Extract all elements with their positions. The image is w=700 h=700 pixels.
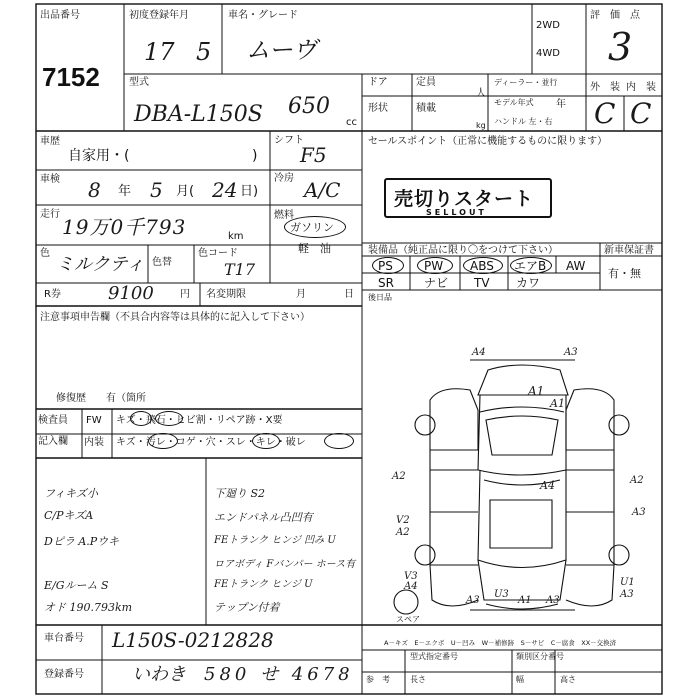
fw-chip-circle	[155, 411, 183, 426]
name-change-month: 月	[296, 289, 306, 300]
inspection-label: 車検	[40, 174, 60, 185]
mark-u3-rear: U3	[494, 589, 509, 600]
plate-value: 580 せ 4678	[204, 664, 354, 685]
int-tear-circle	[324, 433, 354, 449]
inspection-year: 8	[88, 178, 101, 202]
interior-value: C	[630, 97, 652, 130]
spare-label: スペア	[396, 615, 420, 624]
type-plate-label: 型式指定番号	[410, 652, 458, 661]
note-right-4: ロアボディ Fバンパー ホース有	[214, 559, 356, 570]
plate-area: いわき	[132, 664, 186, 685]
note-left-4: E/Gルーム S	[44, 579, 109, 592]
mark-a2-left-rear: A2	[396, 527, 410, 538]
note-left-1: フィキズ小	[44, 487, 98, 500]
fw-label: FW	[86, 415, 102, 426]
load-label: 積載	[416, 103, 436, 114]
mark-a1-rear: A1	[518, 595, 532, 606]
doors-label: ドア	[368, 77, 388, 88]
note-right-1: 下廻り S2	[214, 487, 266, 500]
ac-label: 冷房	[274, 173, 294, 184]
equipment-label: 装備品（純正品に限り〇をつけて下さい）	[368, 245, 558, 256]
stamp-subtext: SELLOUT	[426, 208, 487, 217]
fw-items: キズ・飛石・ヒビ割・リペア跡・X要	[116, 415, 283, 426]
drive-4wd: 4WD	[536, 48, 560, 59]
equip-ps: PS	[378, 259, 393, 273]
interior-items-label: 内装	[84, 437, 104, 448]
post-item-label: 後日品	[368, 293, 392, 302]
chassis-label: 車台番号	[44, 633, 84, 644]
color-change-label: 色替	[152, 257, 172, 268]
equip-aw: AW	[566, 259, 586, 273]
equip-pw: PW	[424, 259, 444, 273]
name-grade-label: 車名・グレード	[228, 10, 298, 21]
dealer-label: ディーラー・並行	[494, 78, 558, 87]
grade-label: 評 価 点	[590, 10, 640, 21]
model-type-label: 型式	[129, 77, 149, 88]
fuel-label: 燃料	[274, 210, 294, 221]
equip-tv: TV	[474, 276, 490, 290]
repair-history-label: 修復歴 有（箇所	[56, 393, 146, 404]
length-label: 長さ	[410, 675, 426, 684]
ps-circle	[372, 257, 404, 274]
mark-a4-front-left: A4	[472, 347, 486, 358]
note-right-3: FEトランク ヒンジ 凹み U	[214, 535, 336, 546]
mark-a3-right-rear: A3	[620, 589, 634, 600]
first-registration-label: 初度登録年月	[129, 10, 189, 21]
drive-2wd: 2WD	[536, 20, 560, 31]
inspection-year-unit: 年	[118, 184, 132, 199]
mark-a2-left-door: A2	[392, 471, 406, 482]
category-label: 類別区分番号	[516, 652, 564, 661]
color-value: ミルクティ	[56, 254, 145, 275]
history-value: 自家用・(	[68, 148, 130, 164]
interior-items: キズ・汚レ・コゲ・穴・スレ・キレ・破レ	[116, 437, 306, 448]
airbag-circle	[510, 257, 552, 274]
note-right-6: テップン付着	[214, 601, 280, 614]
damage-legend: A－キズ E－エクボ U－凹み W－補修跡 S－サビ C－腐食 XX－交換済	[384, 639, 617, 647]
lot-number-label: 出品番号	[40, 10, 80, 21]
equip-airbag: エアB	[514, 259, 547, 273]
shape-label: 形状	[368, 103, 388, 114]
mileage-label: 走行	[40, 209, 60, 220]
mark-a1-fender: A1	[550, 397, 565, 410]
color-code: T17	[224, 260, 256, 279]
history-label: 車歴	[40, 136, 60, 147]
mark-v3-rear: V3	[404, 571, 418, 582]
mark-a2-right: A2	[630, 475, 644, 486]
mark-a1-bonnet: A1	[528, 384, 545, 398]
note-left-5: オド 190.793km	[44, 601, 133, 614]
chassis-value: L150S-0212828	[112, 628, 274, 652]
sales-point-label: セールスポイント（正常に機能するものに限ります）	[368, 136, 608, 147]
new-warranty-label: 新車保証書	[604, 245, 654, 256]
equip-navi: ナビ	[424, 276, 449, 290]
grade-value: 3	[608, 25, 633, 69]
color-label: 色	[40, 248, 50, 259]
handle-label: ハンドル 左・右	[494, 117, 553, 126]
exterior-value: C	[594, 97, 616, 130]
inspector-label-2: 記入欄	[38, 436, 68, 447]
note-right-5: FEトランク ヒンジ U	[214, 579, 313, 590]
fuel-gasoline: ガソリン	[290, 221, 334, 234]
mark-a3-rear-left: A3	[466, 595, 480, 606]
equip-sr: SR	[378, 276, 394, 290]
note-left-2: C/PキズA	[44, 509, 94, 522]
name-change-label: 名変期限	[206, 289, 246, 300]
equip-abs: ABS	[470, 259, 494, 273]
plate-label: 登録番号	[44, 669, 84, 680]
inspector-label-1: 検査員	[38, 415, 68, 426]
note-right-2: エンドパネル凸凹有	[214, 511, 313, 524]
km-unit: km	[228, 231, 244, 242]
history-close: )	[252, 148, 258, 164]
warranty-value: 有・無	[608, 267, 641, 280]
exterior-label: 外 装	[590, 82, 620, 93]
reference-label: 参 考	[366, 675, 390, 684]
height-label: 高さ	[560, 675, 576, 684]
model-name: ムーヴ	[246, 36, 317, 64]
recycle-label: R券	[44, 289, 61, 300]
person-unit: 人	[476, 88, 486, 99]
fuel-diesel: 軽 油	[298, 242, 331, 255]
inspection-month: 5	[150, 178, 163, 202]
shift-label: シフト	[274, 135, 304, 146]
int-wear-circle	[252, 433, 280, 449]
mark-a3-rear-right: A3	[546, 595, 560, 606]
int-dirt-circle	[148, 433, 178, 449]
inspection-month-unit: 月(	[176, 184, 195, 199]
mileage-value: 19万0千793	[62, 215, 187, 239]
mark-a4-rear: A4	[404, 581, 418, 592]
shift-value: F5	[300, 143, 327, 167]
inspection-day-unit: 日)	[240, 184, 259, 199]
abs-circle	[463, 257, 503, 274]
notes-label: 注意事項申告欄（不具合内容等は具体的に記入して下さい）	[40, 312, 310, 323]
ac-value: A/C	[304, 178, 341, 202]
recycle-value: 9100	[108, 283, 154, 304]
first-registration-year: 17	[144, 38, 175, 66]
cc-unit: cc	[346, 117, 357, 128]
mark-a4-roof: A4	[540, 479, 555, 492]
capacity-label: 定員	[416, 77, 436, 88]
stamp-text: 売切りスタート	[394, 188, 535, 210]
mark-u1-right: U1	[620, 577, 635, 588]
interior-label: 内 装	[626, 82, 656, 93]
sellout-stamp	[384, 178, 552, 218]
lot-number: 7152	[42, 62, 100, 92]
color-code-label: 色コード	[198, 248, 238, 259]
model-year-label: モデル年式	[494, 98, 534, 107]
car-diagram	[394, 360, 629, 614]
pw-circle	[417, 257, 453, 274]
first-registration-month: 5	[196, 38, 212, 66]
note-left-3: Dピラ A.Pウキ	[44, 535, 120, 548]
mark-v2-left: V2	[396, 515, 410, 526]
displacement: 650	[288, 94, 330, 119]
kg-unit: kg	[476, 121, 486, 130]
mark-a3-front-right: A3	[564, 347, 578, 358]
fuel-selected-circle	[284, 216, 346, 238]
year-unit: 年	[556, 99, 566, 110]
inspection-day: 24	[212, 178, 238, 202]
model-type: DBA-L150S	[134, 102, 263, 127]
yen-unit: 円	[180, 289, 190, 300]
equip-leather: カワ	[516, 276, 541, 290]
name-change-day: 日	[344, 289, 354, 300]
mark-a3-right: A3	[632, 507, 646, 518]
fw-scratch-circle	[130, 411, 152, 426]
width-label: 幅	[516, 675, 524, 684]
